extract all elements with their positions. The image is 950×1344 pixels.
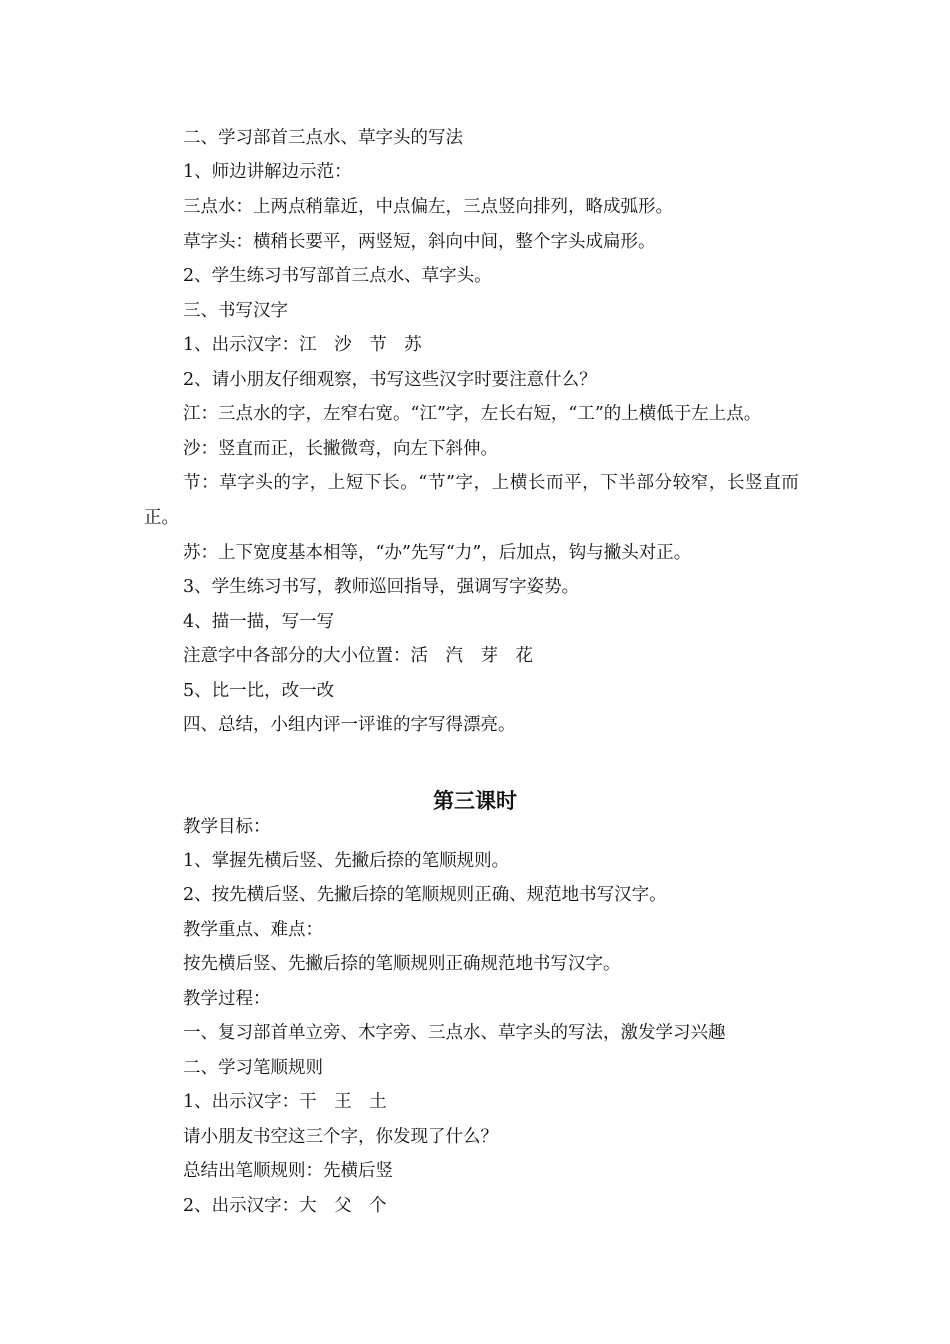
paragraph-stroke-rules: 二、学习笔顺规则 [183, 1058, 323, 1078]
paragraph-air-writing: 请小朋友书空这三个字，你发现了什么？ [183, 1127, 498, 1147]
paragraph-teaching-goals: 教学目标： [183, 817, 271, 837]
paragraph-show-characters: 1、出示汉字：江 沙 节 苏 [183, 335, 422, 355]
paragraph-char-jie: 节：草字头的字，上短下长。“节”字，上横长而平，下半部分较窄，长竖直而 [183, 473, 800, 493]
paragraph-goal-1: 1、掌握先横后竖、先撇后捺的笔顺规则。 [183, 851, 510, 871]
paragraph-show-characters-3: 2、出示汉字：大 父 个 [183, 1196, 387, 1216]
paragraph-char-sha: 沙：竖直而正，长撇微弯，向左下斜伸。 [183, 439, 498, 459]
paragraph-compare-correct: 5、比一比，改一改 [183, 681, 335, 701]
paragraph-three-dots-water: 三点水：上两点稍靠近，中点偏左，三点竖向排列，略成弧形。 [183, 197, 673, 217]
paragraph-teacher-demo: 1、师边讲解边示范： [183, 162, 352, 182]
paragraph-heading-radicals: 二、学习部首三点水、草字头的写法 [183, 128, 463, 148]
paragraph-teaching-process: 教学过程： [183, 989, 271, 1009]
paragraph-practice-guidance: 3、学生练习书写，教师巡回指导，强调写字姿势。 [183, 577, 580, 597]
paragraph-trace-write: 4、描一描，写一写 [183, 612, 335, 632]
paragraph-char-jiang: 江：三点水的字，左窄右宽。“江”字，左长右短，“工”的上横低于左上点。 [183, 404, 762, 424]
paragraph-heading-write-characters: 三、书写汉字 [183, 301, 288, 321]
paragraph-show-characters-2: 1、出示汉字：干 王 土 [183, 1092, 387, 1112]
paragraph-char-su: 苏：上下宽度基本相等，“办”先写“力”，后加点，钩与撇头对正。 [183, 543, 692, 563]
paragraph-key-points: 教学重点、难点： [183, 920, 323, 940]
paragraph-rule-summary: 总结出笔顺规则：先横后竖 [183, 1161, 393, 1181]
paragraph-student-practice: 2、学生练习书写部首三点水、草字头。 [183, 266, 492, 286]
paragraph-size-position: 注意字中各部分的大小位置：活 汽 芽 花 [183, 646, 533, 666]
paragraph-goal-2: 2、按先横后竖、先撇后捺的笔顺规则正确、规范地书写汉字。 [183, 885, 667, 905]
paragraph-review-radicals: 一、复习部首单立旁、木字旁、三点水、草字头的写法，激发学习兴趣 [183, 1023, 726, 1043]
lesson-title: 第三课时 [433, 789, 517, 813]
paragraph-key-points-detail: 按先横后竖、先撇后捺的笔顺规则正确规范地书写汉字。 [183, 954, 621, 974]
paragraph-grass-radical: 草字头：横稍长要平，两竖短，斜向中间，整个字头成扁形。 [183, 232, 656, 252]
paragraph-observe-question: 2、请小朋友仔细观察，书写这些汉字时要注意什么？ [183, 370, 597, 390]
paragraph-summary: 四、总结，小组内评一评谁的字写得漂亮。 [183, 715, 516, 735]
paragraph-char-jie-continued: 正。 [144, 508, 179, 528]
